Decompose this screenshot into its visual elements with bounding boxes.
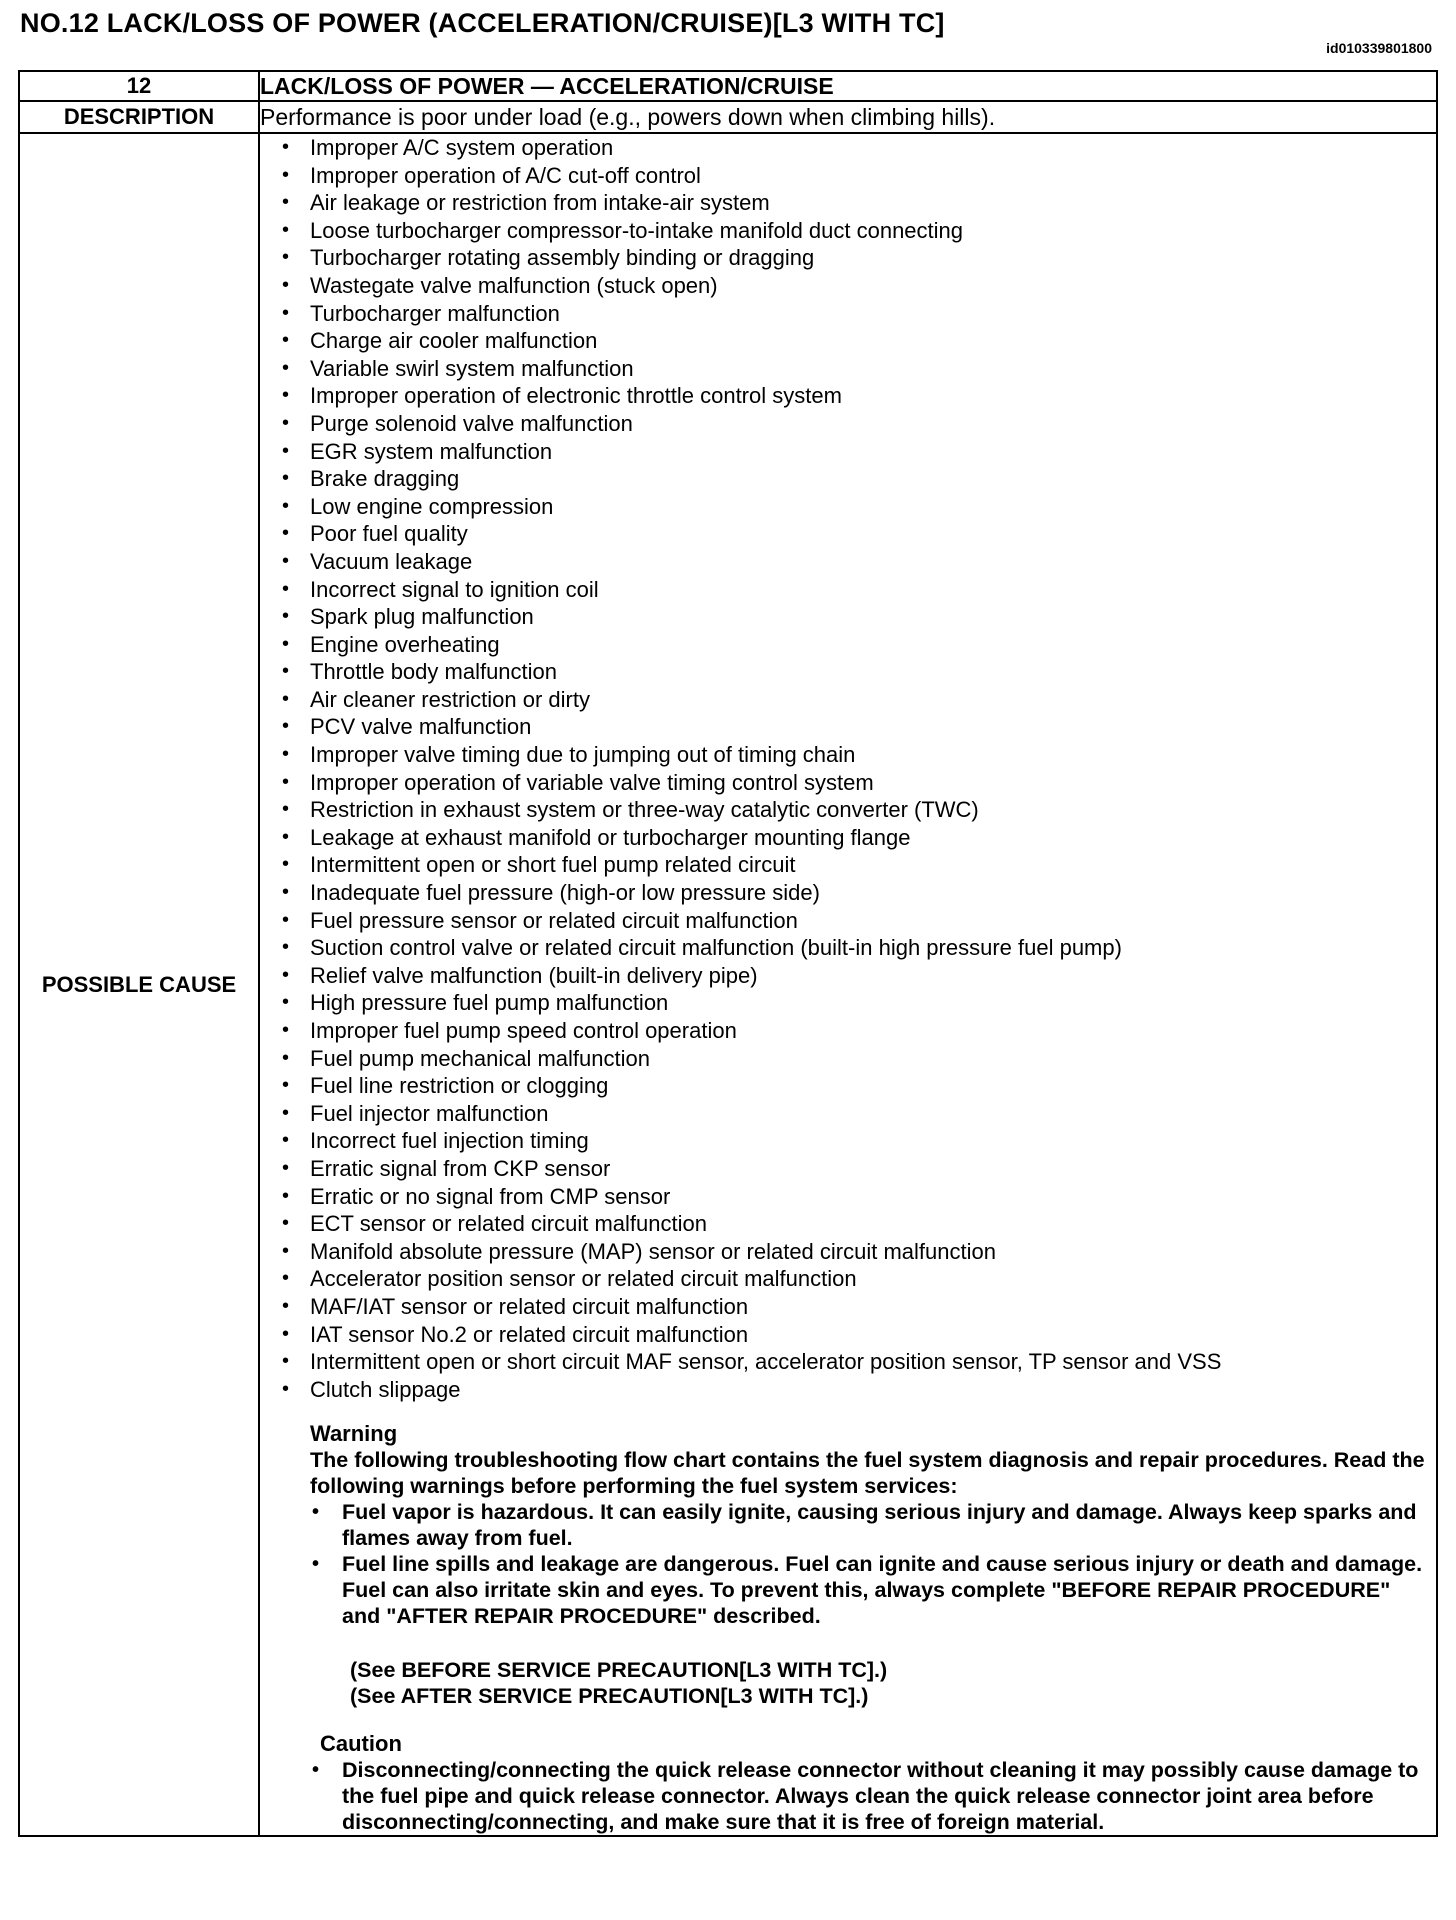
cause-item: • Air leakage or restriction from intake-air system [282,189,1436,217]
description-label: DESCRIPTION [19,101,259,133]
possible-cause-cell [259,133,1437,1836]
cause-item: • ECT sensor or related circuit malfunction [282,1210,1436,1238]
cause-item: • Poor fuel quality [282,520,1436,548]
cause-item: • Suction control valve or related circuit malfunction (built-in high pressure fuel pump) [282,934,1436,962]
header-row [19,71,1437,101]
cause-item: • Manifold absolute pressure (MAP) sensor or related circuit malfunction [282,1238,1436,1266]
cause-item: • Wastegate valve malfunction (stuck open) [282,272,1436,300]
cause-item: • Inadequate fuel pressure (high-or low pressure side) [282,879,1436,907]
caution-list [310,1757,1426,1835]
cause-item: • IAT sensor No.2 or related circuit malfunction [282,1321,1436,1349]
description-row [19,101,1437,133]
cause-item: • Turbocharger malfunction [282,300,1436,328]
cause-item: • Improper fuel pump speed control operation [282,1017,1436,1045]
cause-item: • Improper valve timing due to jumping out of timing chain [282,741,1436,769]
page-title: NO.12 LACK/LOSS OF POWER (ACCELERATION/CRUISE)[L3 WITH TC] [20,8,945,38]
warning-block [260,1421,1436,1709]
cause-item: • Erratic signal from CKP sensor [282,1155,1436,1183]
cause-item: • Engine overheating [282,631,1436,659]
caution-item: • Disconnecting/connecting the quick release connector without cleaning it may possibly cause damage to the fuel pipe and quick release connector. Always clean the quick release connector joint area before disconnecting/connecting, and make sure that it is free of foreign material. [310,1757,1426,1835]
after-service-precaution-link[interactable]: (See AFTER SERVICE PRECAUTION[L3 WITH TC].) [350,1684,869,1709]
cause-item: • Clutch slippage [282,1376,1436,1404]
cause-item: • Variable swirl system malfunction [282,355,1436,383]
cause-item: • Restriction in exhaust system or three-way catalytic converter (TWC) [282,796,1436,824]
cause-item: • Intermittent open or short fuel pump related circuit [282,851,1436,879]
symptom-number: 12 [19,71,259,101]
cause-item: • Improper A/C system operation [282,134,1436,162]
cause-item: • Charge air cooler malfunction [282,327,1436,355]
warning-intro: The following troubleshooting flow chart contains the fuel system diagnosis and repair procedures. Read the following warnings before performing the fuel system services: [310,1448,1425,1499]
cause-item: • Low engine compression [282,493,1436,521]
description-text: Performance is poor under load (e.g., powers down when climbing hills). [259,101,1437,133]
warning-heading: Warning [310,1421,398,1447]
cause-item: • Spark plug malfunction [282,603,1436,631]
cause-item: • Incorrect signal to ignition coil [282,576,1436,604]
cause-item: • EGR system malfunction [282,438,1436,466]
cause-item: • Fuel line restriction or clogging [282,1072,1436,1100]
cause-item: • PCV valve malfunction [282,713,1436,741]
possible-cause-label: POSSIBLE CAUSE [19,133,259,1836]
cause-item: • Loose turbocharger compressor-to-intake manifold duct connecting [282,217,1436,245]
caution-heading: Caution [320,1731,402,1757]
symptom-header: LACK/LOSS OF POWER — ACCELERATION/CRUISE [259,71,1437,101]
cause-item: • Intermittent open or short circuit MAF sensor, accelerator position sensor, TP sensor and VSS [282,1348,1436,1376]
cause-item: • Leakage at exhaust manifold or turbocharger mounting flange [282,824,1436,852]
cause-item: • Throttle body malfunction [282,658,1436,686]
cause-item: • Air cleaner restriction or dirty [282,686,1436,714]
cause-item: • Fuel injector malfunction [282,1100,1436,1128]
cause-item: • Turbocharger rotating assembly binding or dragging [282,244,1436,272]
warning-item: • Fuel line spills and leakage are dangerous. Fuel can ignite and cause serious injury or death and damage. Fuel can also irritate skin and eyes. To prevent this, always complete "BEFORE REPAIR PROCEDURE" and "AFTER REPAIR PROCEDURE" described. [310,1551,1426,1629]
before-service-precaution-link[interactable]: (See BEFORE SERVICE PRECAUTION[L3 WITH TC].) [350,1658,888,1683]
cause-item: • Relief valve malfunction (built-in delivery pipe) [282,962,1436,990]
cause-item: • Fuel pressure sensor or related circuit malfunction [282,907,1436,935]
cause-item: • Fuel pump mechanical malfunction [282,1045,1436,1073]
cause-item: • Improper operation of A/C cut-off control [282,162,1436,190]
caution-block [260,1731,1436,1835]
cause-item: • Accelerator position sensor or related circuit malfunction [282,1265,1436,1293]
cause-item: • Purge solenoid valve malfunction [282,410,1436,438]
cause-item: • MAF/IAT sensor or related circuit malfunction [282,1293,1436,1321]
cause-item: • Improper operation of variable valve timing control system [282,769,1436,797]
cause-item: • High pressure fuel pump malfunction [282,989,1436,1017]
cause-item: • Incorrect fuel injection timing [282,1127,1436,1155]
symptom-table [18,70,1438,1837]
warning-item: • Fuel vapor is hazardous. It can easily ignite, causing serious injury and damage. Always keep sparks and flames away from fuel. [310,1499,1426,1551]
cause-item: • Improper operation of electronic throttle control system [282,382,1436,410]
document-id: id010339801800 [1326,40,1432,56]
possible-cause-row [19,133,1437,1836]
cause-item: • Brake dragging [282,465,1436,493]
cause-item: • Vacuum leakage [282,548,1436,576]
warning-list [310,1499,1426,1629]
cause-item: • Erratic or no signal from CMP sensor [282,1183,1436,1211]
cause-list [260,134,1436,1403]
